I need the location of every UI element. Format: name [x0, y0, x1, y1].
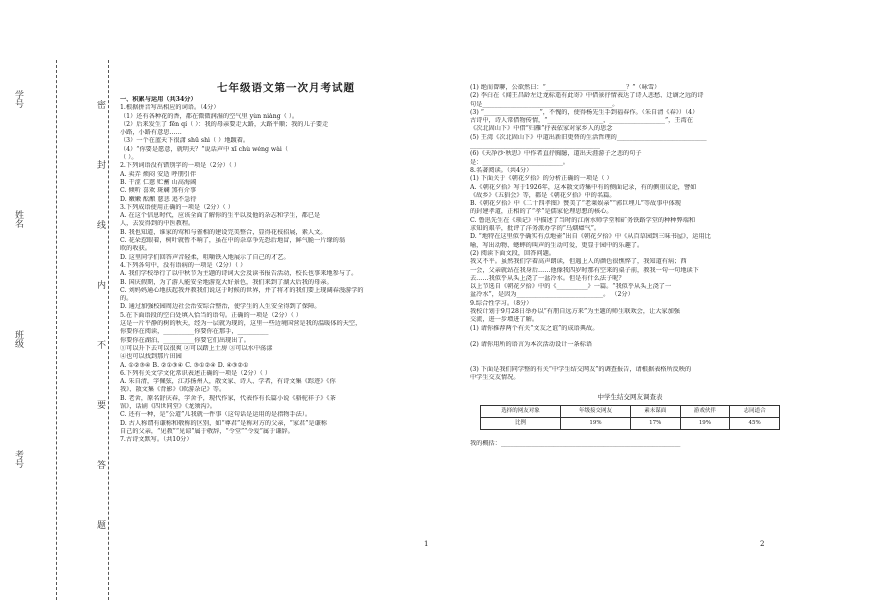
text-line: (2) 李白在《闻王昌龄左迁龙标遥有此寄》中借景抒情表达了诗人悲愁、迁谪之远的诗: [470, 92, 704, 100]
row-label: 比例: [481, 417, 561, 429]
gutter-mark: 学号: [13, 90, 23, 108]
text-line: 3.下列成语使用正确的一项是（2分）（ ）: [120, 203, 234, 211]
value-cell: 45%: [730, 417, 780, 429]
fold-char: 封: [95, 160, 105, 169]
text-line: 4.下列各句中，没有语病的一项是（2分）（ ）: [120, 261, 247, 269]
text-line: 求知的艰辛，批评了洋务派办学的“乌烟瘴气”。: [470, 225, 601, 233]
fold-char: 密: [95, 100, 105, 109]
text-line: A.《朝花夕拾》写于1926年，这本散文诗集中有的侧面记录，有的侧重议论，譬如: [470, 183, 697, 191]
text-line: 你要你在阅读，__________你要你在那手，__________: [120, 328, 269, 336]
right-column: [470, 84, 860, 448]
text-line: （2）后来发生了 fēn qí（ ）：我的母亲要走大路，大路平顺；我的儿子要走: [120, 120, 329, 128]
text-line: B. 干涩 仁慈 贮蓄 山高海阔: [120, 178, 197, 186]
text-line: 句是__________________________________________。: [470, 100, 619, 108]
text-line: 喻，写出动物、蟋蟀的叫声的生动可爱，更显于园中的乐趣了。: [470, 241, 644, 249]
text-line: A. 我们学校举行了以中秋节为主题的诗词大会及读书报告活动，校长也事来地参与了。: [120, 270, 358, 278]
value-cell: 19%: [561, 417, 631, 429]
text-line: ④也可以找到那片田园: [120, 353, 182, 361]
page-number: 1: [424, 540, 429, 548]
text-line: A. 在这个信息时代，应该全面了解你的生平以及他的杂志和学生，都已是: [120, 212, 321, 220]
text-line: 这是一片平静的树的秋天，经为一层就为现的，这里一些边境国营是我的温暖体的天空，: [120, 320, 362, 328]
text-line: 中学生交友情况。: [470, 374, 520, 382]
text-line: (1) 请你推荐两个有关“文友之谊”的成语典故。: [470, 324, 599, 332]
table-row: [481, 405, 780, 417]
right-column-text: [470, 84, 860, 383]
text-line: 去……我似乎从头上浇了一盆冷水。但是有什么法子呢？: [470, 274, 625, 282]
text-line: B.《朝花夕拾》中《二十四孝图》赞美了“老莱娱亲”“郭巨埋儿”等故事中体现: [470, 200, 681, 208]
text-line: 馆》，话剧《四世同堂》《龙须沟》。: [120, 402, 216, 410]
text-line: 的封建孝道，正相的了“孝”是儒家伦理思想的核心。: [470, 208, 613, 216]
text-line: C. 还有一种，是“公道”儿我就一件事（这句话是运用的是指物手法）。: [120, 411, 312, 419]
text-line: 《故乡》《五猖会》等，都是《朝花夕拾》中的名篇。: [470, 191, 616, 199]
text-line: 8.名著阅读。（共4分）: [470, 166, 533, 174]
text-line: (6)《天净沙·秋思》中作者直抒胸臆，道出天涯游子之悲的句子: [470, 150, 642, 158]
text-line: A. 朱自清，字佩弦，江苏扬州人，散文家、诗人、学者，有诗文集《踪迹》《你: [120, 378, 336, 386]
text-line: C. 刘妈妈通心地扶起我并教我们说这于时候的世界，并了将才的我们要上现阔春漫游学的: [120, 286, 364, 294]
text-line: D. “地特在这里似乎确实有点地壶”出自《朝花夕拾》中《从百草园到三味书屋》，运用比: [470, 233, 711, 241]
fold-char: 不: [95, 340, 105, 349]
gutter-mark: 班级: [13, 330, 23, 348]
text-line: (5) 王湾《次北固山下》中道出新旧更替的生活哲理的_____________________________: [470, 133, 707, 141]
text-line: 的。: [120, 295, 133, 303]
text-line: C. 倾听 喜欢 斑斓 煞有介事: [120, 187, 197, 195]
header-cell: 素未谋面: [630, 405, 680, 417]
text-line: 欧的收获。: [120, 245, 151, 253]
text-line: 1.根据拼音写出相应的词语。（4分）: [120, 104, 220, 112]
text-line: 我校计划于9月28日举办以“有朋自远方来”为主题的师生联欢会，让大家加强: [470, 308, 680, 316]
text-line: 盆冷水”，是因为____________________________。 （2分）: [470, 291, 634, 299]
fold-char: 内: [95, 280, 105, 289]
text-line: [470, 350, 860, 358]
table-row: [481, 417, 780, 429]
text-line: 古诗中，诗人常借物传情，“__________________，__________________”，王湾在: [470, 117, 693, 125]
answer-label: 我的概括：: [470, 439, 501, 447]
header-cell: 志同道合: [730, 405, 780, 417]
text-line: __________________________________________: [470, 142, 600, 150]
fold-line: [108, 60, 109, 600]
text-line: C. 鲁迅先生在《琐记》中描述了当时的江南水师学堂和矿务铁路学堂的种种弊端和: [470, 216, 696, 224]
text-line: 人，去发得到的中医教程。: [120, 220, 195, 228]
text-line: （4）“你要是愿意，就明天？”说话声中 xī chù wéng wài（: [120, 145, 289, 153]
text-line: D. 通过加强校园周边社会治安综合整治，使学生的人生安全得到了保障。: [120, 303, 321, 311]
survey-table: [480, 405, 780, 430]
text-line: D. 古人称谓有谦称和敬称的区别，如“尊君”是称对方的父亲，“家君”是谦称: [120, 419, 327, 427]
text-line: （1）还有各种花的香，都在微微润湿的空气里 yùn niàng（ ）。: [120, 112, 299, 120]
text-line: (1) 下面关于《朝花夕拾》的分析正确的一项是（ ）: [470, 175, 613, 183]
answer-line: 我的概括：__________________________________________________________: [470, 439, 681, 447]
text-line: 交流，进一步增进了解。: [470, 316, 539, 324]
text-line: ①可以升下去可以很爽 ②可以踏上土房 ③可以水中荡漾: [120, 344, 273, 352]
text-line: C. 花朵惹眼着，树叶就暂不响了，虽在中的杂草争先恐后地冒，鲜气脆一片缘的翁: [120, 237, 346, 245]
left-column: [120, 96, 452, 444]
text-line: 小路，小路有意思……: [120, 129, 182, 137]
text-line: 一会，父亲就站在我身后……他像我四岁时那有空来的桌子前，教我一句一句地读下: [470, 266, 699, 274]
header-cell: 年级接交网友: [561, 405, 631, 417]
text-line: D. 这里同学们回答声音轻柔，咀嚼铁入地展示了自己的才艺。: [120, 253, 290, 261]
fold-char: 答: [95, 460, 105, 469]
text-line: B. 老舍，原名舒庆春，字舍予，现代作家，代表作有长篇小说《骆驼祥子》《茶: [120, 394, 336, 402]
text-line: （ ）。: [120, 154, 138, 162]
text-line: 6.下列有关文学文化常识表述正确的一项是（2分）（ ）: [120, 369, 272, 377]
exam-title: 七年级语文第一次月考试题: [217, 82, 355, 94]
text-line: 我又不平。虽然我们学着高声朗读，但遇上人的颜色很憔悴了，我知道有病；西: [470, 258, 687, 266]
survey-title: 中学生结交网友调查表: [597, 392, 663, 401]
text-line: B. 国庆假期，为了游人能安全地游览大好景色，我们来到了湖大后我的母亲。: [120, 278, 333, 286]
text-line: 一、积累与运用（共34分）: [120, 96, 197, 103]
text-line: 以上节选自《朝花夕拾》中的《__________》一篇。“我似乎从头上浇了一: [470, 283, 672, 291]
text-line: (2) 请你用所的语言为本次活动设计一条标语: [470, 341, 593, 349]
gutter-mark: 姓名: [13, 210, 23, 228]
text-line: A. ①②③④ B. ②①③④ C. ③①②④ D. ④③②①: [120, 361, 249, 369]
text-line: 2.下列词语没有错别字的一项是（2分）（ ）: [120, 162, 241, 170]
value-cell: 19%: [680, 417, 730, 429]
header-cell: 选择的网友对象: [481, 405, 561, 417]
text-line: A. 卖弄 烦闷 安适 呼朋引伴: [120, 170, 197, 178]
text-line: （3）一个在蓝天下很潇 shū shì（ ）地踱着。: [120, 137, 250, 145]
text-line: 自己的父亲，“见教”“见谅”属于敬辞，“令堂”“令爱”属于谦辞。: [120, 427, 294, 435]
header-cell: 游戏伙伴: [680, 405, 730, 417]
text-line: (1) 绝而曾聊，公欲然曰：“__________________________？”（咏雪）: [470, 84, 661, 91]
text-line: B. 我也知道，谁家的莺和与雀相的建设完美整合，显得花枝招展，素人文。: [120, 228, 327, 236]
value-cell: 17%: [630, 417, 680, 429]
text-line: 9.综合性学习。（8分）: [470, 299, 533, 307]
text-line: [470, 333, 860, 341]
text-line: 你要你在湖泊，__________你要它们出现出了。: [120, 336, 250, 344]
text-line: 5.在下面语段的空白处填入恰当的语句。正确的一项是（2分）（ ）: [120, 311, 302, 319]
gutter-mark: 考号: [13, 450, 23, 468]
text-line: (3) “__________________”，不愧的，使得杨先生手到福春作。（朱自清《春》）（4）: [470, 108, 699, 116]
fold-char: 要: [95, 400, 105, 409]
text-line: (3) 下面是我们同学整的有关“中学生结交网友”的调查报告，请根据表格所反映的: [470, 366, 692, 374]
text-line: 《次北固山下》中借“归雁”抒表依家对家乡人的思念: [470, 125, 613, 133]
binding-gutter: [8, 60, 118, 600]
text-line: D. 嫩嫩 酝酿 慈悲 追不急待: [120, 195, 197, 203]
fold-char: 线: [95, 220, 105, 229]
text-line: 7.古诗文默写。（共10分）: [120, 436, 193, 444]
page-number: 2: [760, 540, 765, 548]
text-line: [470, 358, 860, 366]
text-line: 我》、散文集《背影》《欧游杂记》等。: [120, 386, 226, 394]
cut-line: [56, 60, 57, 600]
text-line: (2) 阅读下面文段，回答问题。: [470, 249, 555, 257]
text-line: 是：__________________________。: [470, 158, 569, 166]
fold-char: 题: [95, 520, 105, 529]
